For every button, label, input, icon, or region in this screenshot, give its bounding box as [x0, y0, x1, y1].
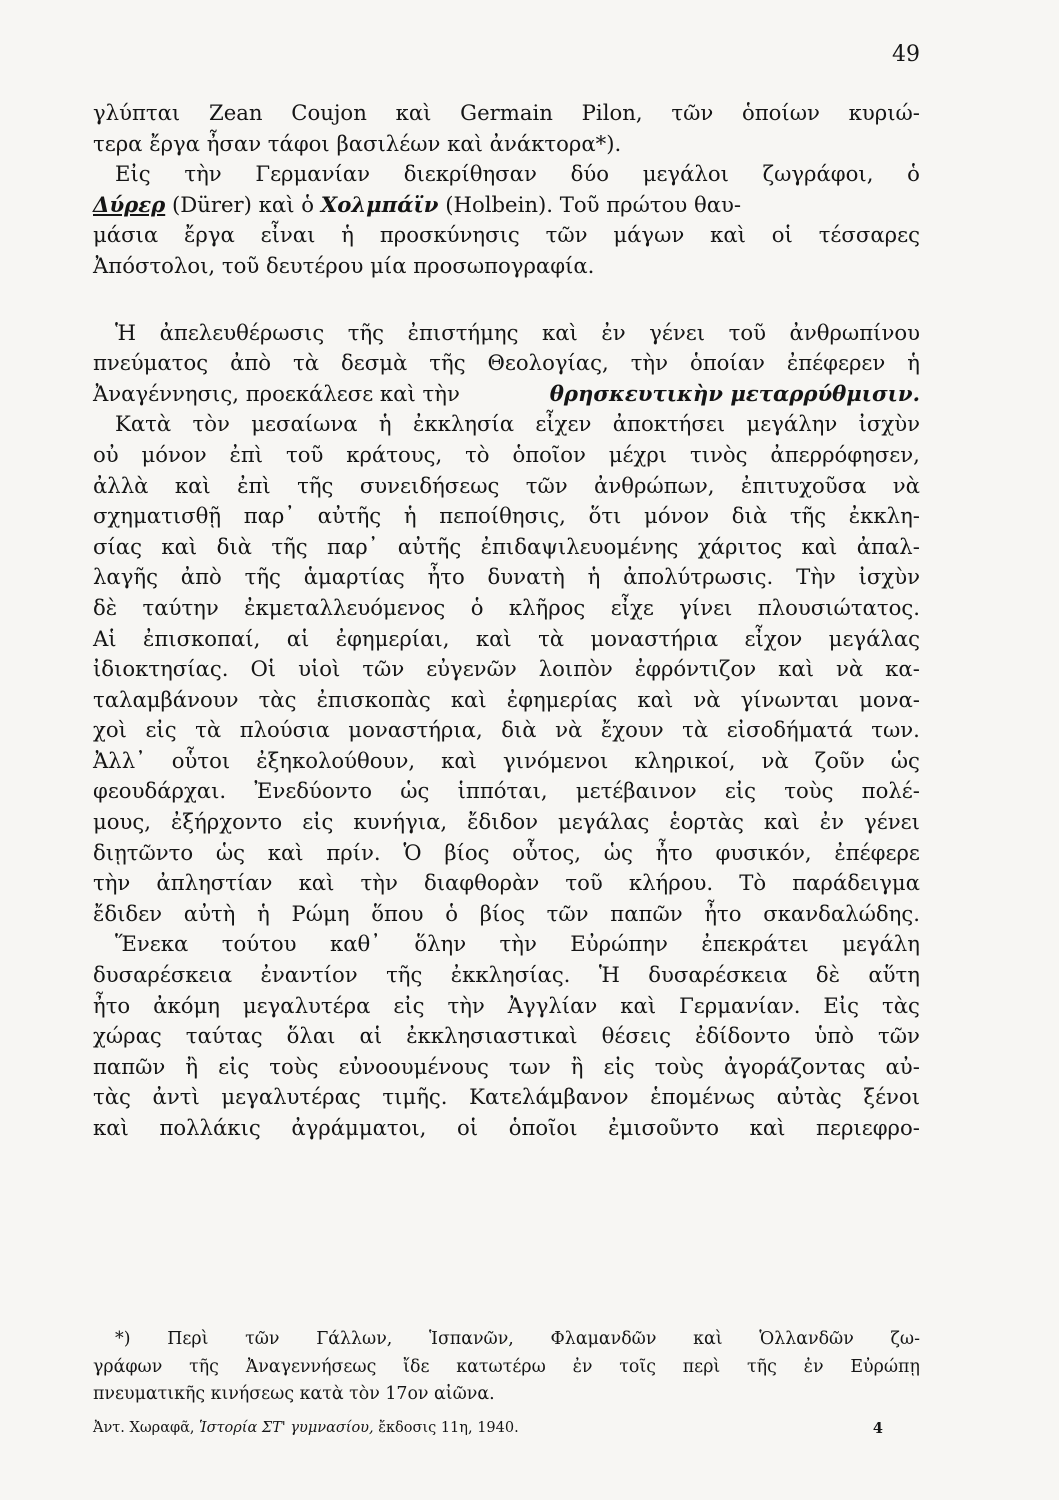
name-holbein: Χολμπάϊν	[320, 191, 439, 217]
text-line: ἀλλὰ καὶ ἐπὶ τῆς συνειδήσεως τῶν ἀνθρώπων, ἐπιτυχοῦσα νὰ	[93, 472, 920, 498]
name-durer: Δύρερ	[93, 191, 166, 217]
text-line: καὶ πολλάκις ἀγράμματοι, οἱ ὁποῖοι ἐμισοῦντο καὶ περιεφρο-	[93, 1115, 920, 1140]
text-line: πνεύματος ἀπὸ τὰ δεσμὰ τῆς Θεολογίας, τὴν ὁποίαν ἐπέφερεν ἡ	[93, 350, 920, 376]
footnote	[93, 1326, 920, 1409]
text-line: Ἡ ἀπελευθέρωσις τῆς ἐπιστήμης καὶ ἐν γένει τοῦ ἀνθρωπίνου	[115, 319, 920, 345]
text-line: Δύρερ (Dürer) καὶ ὁ Χολμπάϊν (Holbein). Τοῦ πρώτου θαυ-	[93, 191, 742, 217]
signature-mark: 4	[872, 1420, 883, 1437]
text-line: Ἀλλ᾽ οὗτοι ἐξηκολούθουν, καὶ γινόμενοι κληρικοί, νὰ ζοῦν ὡς	[93, 747, 920, 773]
text-line: παπῶν ἢ εἰς τοὺς εὐνοουμένους των ἢ εἰς τοὺς ἀγοράζοντας αὐ-	[93, 1053, 920, 1079]
footnote-line: *) Περὶ τῶν Γάλλων, Ἱσπανῶν, Φλαμανδῶν καὶ Ὁλλανδῶν ζω-	[115, 1329, 920, 1349]
text-line: Ἀπόστολοι, τοῦ δευτέρου μία προσωπογραφία.	[93, 252, 595, 278]
text-line: ἔδιδεν αὐτὴ ἡ Ρώμη ὅπου ὁ βίος τῶν παπῶν ἦτο σκανδαλώδης.	[93, 900, 920, 926]
text-line: μους, ἐξήρχοντο εἰς κυνήγια, ἔδιδον μεγάλας ἑορτὰς καὶ ἐν γένει	[93, 809, 920, 835]
text-line: Ἕνεκα τούτου καθ᾽ ὅλην τὴν Εὐρώπην ἐπεκράτει μεγάλη	[115, 931, 920, 957]
footer-book-title: Ἱστορία ΣΤ' γυμνασίου,	[199, 1420, 374, 1436]
text-line: μάσια ἔργα εἶναι ἡ προσκύνησις τῶν μάγων καὶ οἱ τέσσαρες	[93, 222, 920, 248]
footer-edition: ἔκδοσις 11η, 1940.	[378, 1420, 519, 1436]
text-line: οὐ μόνον ἐπὶ τοῦ κράτους, τὸ ὁποῖον μέχρι τινὸς ἀπερρόφησεν,	[93, 441, 920, 467]
footer-author: Ἀντ. Χωραφᾶ,	[93, 1420, 195, 1436]
page-footer	[93, 1420, 883, 1437]
text-line: λαγῆς ἀπὸ τῆς ἁμαρτίας ἦτο δυνατὴ ἡ ἀπολύτρωσις. Τὴν ἰσχὺν	[93, 564, 920, 590]
emphasis-term: θρησκευτικὴν μεταρρύθμισιν.	[549, 380, 920, 406]
text-line: γλύπται Zean Coujon καὶ Germain Pilon, τῶν ὁποίων κυριώ-	[93, 100, 920, 125]
text-line: Αἱ ἐπισκοπαί, αἱ ἐφημερίαι, καὶ τὰ μοναστήρια εἶχον μεγάλας	[93, 625, 920, 651]
text-line: τὰς ἀντὶ μεγαλυτέρας τιμῆς. Κατελάμβανον ἑπομένως αὐτὰς ξένοι	[93, 1084, 920, 1110]
main-text	[93, 98, 920, 1144]
text-line: τερα ἔργα ἦσαν τάφοι βασιλέων καὶ ἀνάκτορα*).	[93, 130, 622, 156]
text-line: ἰδιοκτησίας. Οἱ υἱοὶ τῶν εὐγενῶν λοιπὸν ἐφρόντιζον καὶ νὰ κα-	[93, 656, 920, 682]
footnote-line: γράφων τῆς Ἀναγεννήσεως ἴδε κατωτέρω ἐν τοῖς περὶ τῆς ἐν Εὐρώπῃ	[93, 1356, 920, 1377]
text-line: τὴν ἀπληστίαν καὶ τὴν διαφθορὰν τοῦ κλήρου. Τὸ παράδειγμα	[93, 870, 920, 896]
section-heading	[93, 282, 920, 318]
text-line: δὲ ταύτην ἐκμεταλλευόμενος ὁ κλῆρος εἶχε γίνει πλουσιώτατος.	[93, 594, 920, 620]
text-line: Εἰς τὴν Γερμανίαν διεκρίθησαν δύο μεγάλοι ζωγράφοι, ὁ	[115, 161, 920, 187]
text-line: διῃτῶντο ὡς καὶ πρίν. Ὁ βίος οὗτος, ὡς ἦτο φυσικόν, ἐπέφερε	[93, 839, 920, 865]
text-line: σχηματισθῇ παρ᾽ αὐτῆς ἡ πεποίθησις, ὅτι μόνον διὰ τῆς ἐκκλη-	[93, 503, 920, 529]
text-line: σίας καὶ διὰ τῆς παρ᾽ αὐτῆς ἐπιδαψιλευομένης χάριτος καὶ ἀπαλ-	[93, 533, 920, 559]
text-line: ἦτο ἀκόμη μεγαλυτέρα εἰς τὴν Ἀγγλίαν καὶ Γερμανίαν. Εἰς τὰς	[93, 992, 920, 1018]
text-line: χοὶ εἰς τὰ πλούσια μοναστήρια, διὰ νὰ ἔχουν τὰ εἰσοδήματά των.	[93, 717, 920, 743]
text-line: φεουδάρχαι. Ἐνεδύοντο ὡς ἱππόται, μετέβαινον εἰς τοὺς πολέ-	[93, 778, 920, 804]
page-number: 49	[892, 42, 920, 67]
text-line: δυσαρέσκεια ἐναντίον τῆς ἐκκλησίας. Ἡ δυσαρέσκεια δὲ αὕτη	[93, 962, 920, 988]
text-line: ταλαμβάνουν τὰς ἐπισκοπὰς καὶ ἐφημερίας καὶ νὰ γίνωνται μονα-	[93, 686, 920, 712]
footnote-line: πνευματικῆς κινήσεως κατὰ τὸν 17ον αἰῶνα.	[93, 1384, 495, 1404]
text-line: Ἀναγέννησις, προεκάλεσε καὶ τὴν θρησκευτικὴν μεταρρύθμισιν.	[93, 379, 920, 410]
text-line: Κατὰ τὸν μεσαίωνα ἡ ἐκκλησία εἶχεν ἀποκτήσει μεγάλην ἰσχὺν	[115, 411, 920, 437]
text-line: χώρας ταύτας ὅλαι αἱ ἐκκλησιαστικαὶ θέσεις ἐδίδοντο ὑπὸ τῶν	[93, 1023, 920, 1049]
